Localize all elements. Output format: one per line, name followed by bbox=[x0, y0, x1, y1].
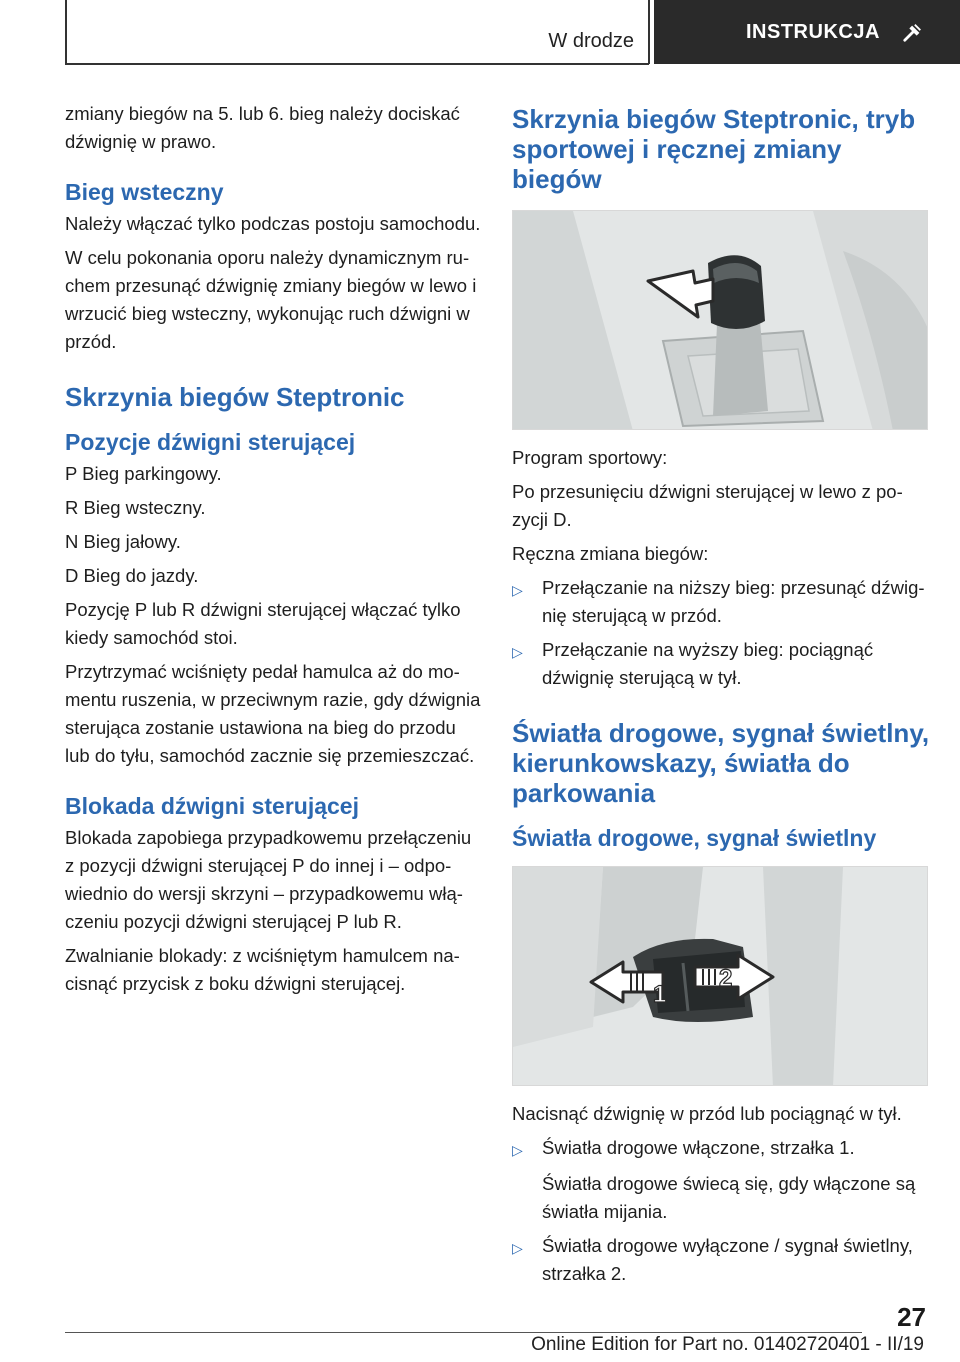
position-d: D Bieg do jazdy. bbox=[65, 565, 199, 586]
heading-sport-manual: Skrzynia biegów Steptronic, tryb sportowej i ręcznej zmiany biegów bbox=[512, 104, 916, 194]
heading-steptronic: Skrzynia biegów Steptronic bbox=[65, 382, 405, 412]
heading-lever-lock: Blokada dźwigni sterującej bbox=[65, 793, 359, 819]
triangle-bullet-icon: ▷ bbox=[512, 582, 523, 598]
footer-edition: Online Edition for Part no. 01402720401 - II/19 bbox=[531, 1334, 924, 1355]
header-tab-instrukcja[interactable] bbox=[654, 0, 960, 64]
paragraph: Nacisnąć dźwignię w przód lub pociągnąć w tył. bbox=[512, 1103, 902, 1124]
paragraph: Blokada zapobiega przypadkowemu przełączeniu z pozycji dźwigni sterującej P do innej i – odpowiednio do wersji skrzyni – przypadkowemu włączeniu pozycji dźwigni sterującej P lub R. bbox=[65, 827, 472, 932]
arrow-label-1: 1 bbox=[653, 981, 667, 1008]
header-bottom-rule bbox=[65, 63, 649, 65]
paragraph: Po przesunięciu dźwigni sterującej w lewo z pozycji D. bbox=[512, 481, 903, 530]
paragraph: Przytrzymać wciśnięty pedał hamulca aż do momentu ruszenia, w przeciwnym razie, gdy dźwignia sterująca zostanie ustawiona na bieg do przodu lub do tyłu, samochód zacznie się przemieszczać. bbox=[65, 661, 481, 766]
paragraph: Pozycję P lub R dźwigni sterującej włączać tylko kiedy samochód stoi. bbox=[65, 599, 461, 648]
page-number: 27 bbox=[897, 1302, 926, 1332]
list-item: ▷ Światła drogowe wyłączone / sygnał świetlny, strzałka 2. bbox=[512, 1232, 930, 1288]
list-item: ▷ Przełączanie na wyższy bieg: pociągnąć dźwignię sterującą w tył. bbox=[512, 636, 930, 692]
header-section-title[interactable]: W drodze bbox=[548, 30, 634, 52]
arrow-label-2: 2 bbox=[719, 965, 733, 992]
heading-reverse-gear: Bieg wsteczny bbox=[65, 179, 224, 205]
triangle-bullet-icon: ▷ bbox=[512, 1240, 523, 1256]
header-left-rule bbox=[65, 0, 67, 64]
position-n: N Bieg jałowy. bbox=[65, 531, 181, 552]
paragraph: Światła drogowe świecą się, gdy włączone są światła mijania. bbox=[542, 1173, 916, 1222]
tools-icon bbox=[902, 21, 924, 43]
gear-lever-image bbox=[513, 211, 928, 430]
position-r: R Bieg wsteczny. bbox=[65, 497, 206, 518]
light-stalk-image bbox=[513, 867, 928, 1086]
triangle-bullet-icon: ▷ bbox=[512, 644, 523, 660]
triangle-bullet-icon: ▷ bbox=[512, 1142, 523, 1158]
header-separator bbox=[648, 0, 650, 64]
paragraph: Zwalnianie blokady: z wciśniętym hamulcem nacisnąć przycisk z boku dźwigni sterującej. bbox=[65, 945, 460, 994]
header-tab-label: INSTRUKCJA bbox=[746, 20, 880, 43]
paragraph: Należy włączać tylko podczas postoju samochodu. bbox=[65, 213, 481, 234]
light-stalk-illustration bbox=[512, 866, 928, 1086]
heading-lever-positions: Pozycje dźwigni sterującej bbox=[65, 429, 356, 455]
position-p: P Bieg parkingowy. bbox=[65, 463, 222, 484]
heading-high-beam: Światła drogowe, sygnał świetlny bbox=[512, 825, 877, 851]
heading-lights: Światła drogowe, sygnał świetlny, kierunkowskazy, światła do parkowania bbox=[512, 718, 930, 808]
left-column bbox=[65, 100, 483, 1004]
list-item: ▷ Przełączanie na niższy bieg: przesunąć dźwignię sterującą w przód. bbox=[512, 574, 930, 630]
gear-lever-illustration bbox=[512, 210, 928, 430]
right-column bbox=[512, 100, 930, 1294]
footer-rule bbox=[65, 1332, 862, 1333]
paragraph: Program sportowy: bbox=[512, 447, 668, 468]
paragraph: zmiany biegów na 5. lub 6. bieg należy dociskać dźwignię w prawo. bbox=[65, 103, 460, 152]
paragraph: W celu pokonania oporu należy dynamicznym ruchem przesunąć dźwignię zmiany biegów w lewo i wrzucić bieg wsteczny, wykonując ruch dźwigni w przód. bbox=[65, 247, 477, 352]
paragraph: Ręczna zmiana biegów: bbox=[512, 543, 709, 564]
list-item: ▷ Światła drogowe włączone, strzałka 1. bbox=[512, 1134, 930, 1164]
